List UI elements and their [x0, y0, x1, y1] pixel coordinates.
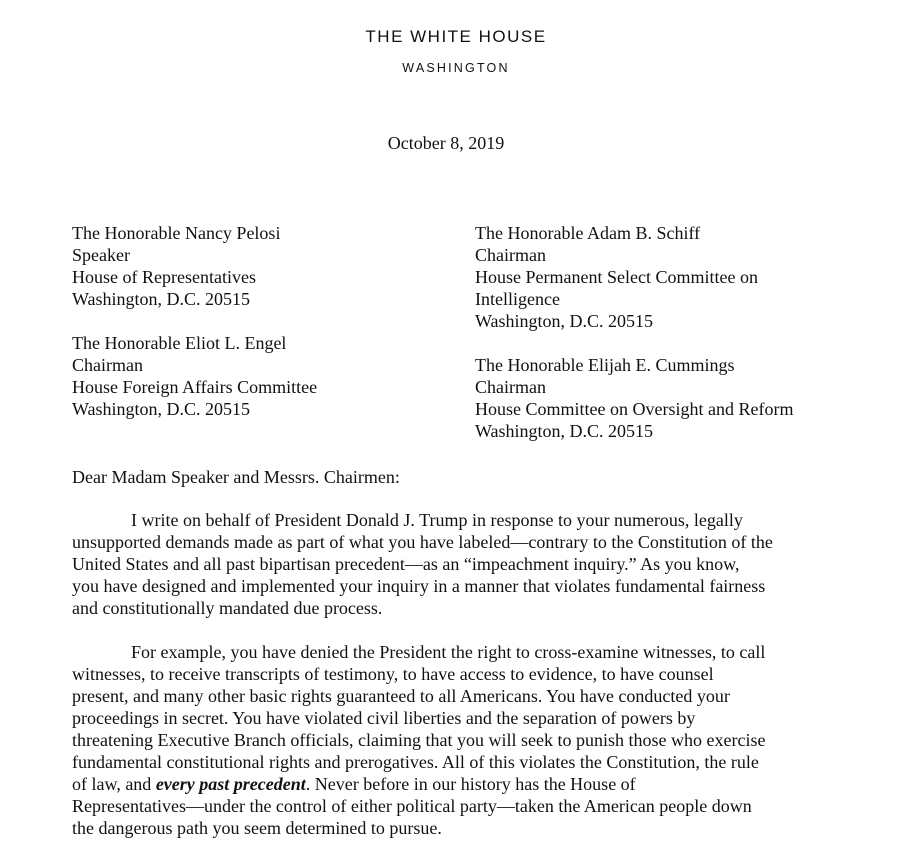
paragraph-line: and constitutionally mandated due process.: [72, 598, 383, 618]
recipient-name: The Honorable Adam B. Schiff: [475, 223, 701, 243]
paragraph-line: you have designed and implemented your inquiry in a manner that violates fundamental fairness: [72, 576, 766, 596]
letterhead-title: THE WHITE HOUSE: [365, 27, 547, 46]
recipient-organization-cont: Intelligence: [475, 289, 560, 309]
recipient-title: Speaker: [72, 245, 130, 265]
paragraph-line: witnesses, to receive transcripts of testimony, to have access to evidence, to have counsel: [72, 664, 714, 684]
recipient-city: Washington, D.C. 20515: [72, 289, 251, 309]
recipient-organization: House Foreign Affairs Committee: [72, 377, 318, 397]
recipient-organization: House of Representatives: [72, 267, 256, 287]
recipient-organization: House Committee on Oversight and Reform: [475, 399, 794, 419]
paragraph-line: United States and all past bipartisan precedent—as an “impeachment inquiry.” As you know,: [72, 554, 740, 574]
salutation: Dear Madam Speaker and Messrs. Chairmen:: [72, 467, 400, 487]
recipient-name: The Honorable Nancy Pelosi: [72, 223, 281, 243]
paragraph-line: proceedings in secret. You have violated civil liberties and the separation of powers by: [72, 708, 696, 728]
recipient-city: Washington, D.C. 20515: [475, 421, 654, 441]
paragraph-line: For example, you have denied the President the right to cross-examine witnesses, to call: [131, 642, 766, 662]
letterhead-subtitle: WASHINGTON: [402, 61, 510, 75]
recipient-cummings: [475, 354, 793, 442]
recipient-title: Chairman: [475, 377, 546, 397]
paragraph-2: [72, 641, 832, 839]
paragraph-line: present, and many other basic rights guaranteed to all Americans. You have conducted your: [72, 686, 730, 706]
paragraph-line: threatening Executive Branch officials, claiming that you will seek to punish those who exercise: [72, 730, 766, 750]
paragraph-line-emphasis: [72, 773, 832, 795]
recipient-organization: House Permanent Select Committee on: [475, 267, 758, 287]
paragraph-line: Representatives—under the control of either political party—taken the American people down: [72, 796, 752, 816]
emphasis-before: of law, and: [72, 774, 156, 794]
letter-date: October 8, 2019: [387, 133, 505, 153]
recipient-title: Chairman: [475, 245, 546, 265]
recipient-engel: [72, 332, 317, 420]
emphasis-after: . Never before in our history has the House of: [305, 774, 636, 794]
emphasis-text: every past precedent: [155, 774, 306, 794]
paragraph-1: [72, 509, 832, 619]
paragraph-line: the dangerous path you seem determined to pursue.: [72, 818, 442, 838]
recipient-title: Chairman: [72, 355, 143, 375]
recipient-name: The Honorable Eliot L. Engel: [72, 333, 287, 353]
recipient-pelosi: [72, 222, 280, 310]
recipient-city: Washington, D.C. 20515: [475, 311, 654, 331]
recipient-schiff: [475, 222, 758, 332]
paragraph-line: I write on behalf of President Donald J. Trump in response to your numerous, legally: [131, 510, 743, 530]
recipient-city: Washington, D.C. 20515: [72, 399, 251, 419]
paragraph-line: fundamental constitutional rights and prerogatives. All of this violates the Constitution, the rule: [72, 752, 759, 772]
paragraph-line: unsupported demands made as part of what you have labeled—contrary to the Constitution of the: [72, 532, 773, 552]
recipient-name: The Honorable Elijah E. Cummings: [475, 355, 735, 375]
